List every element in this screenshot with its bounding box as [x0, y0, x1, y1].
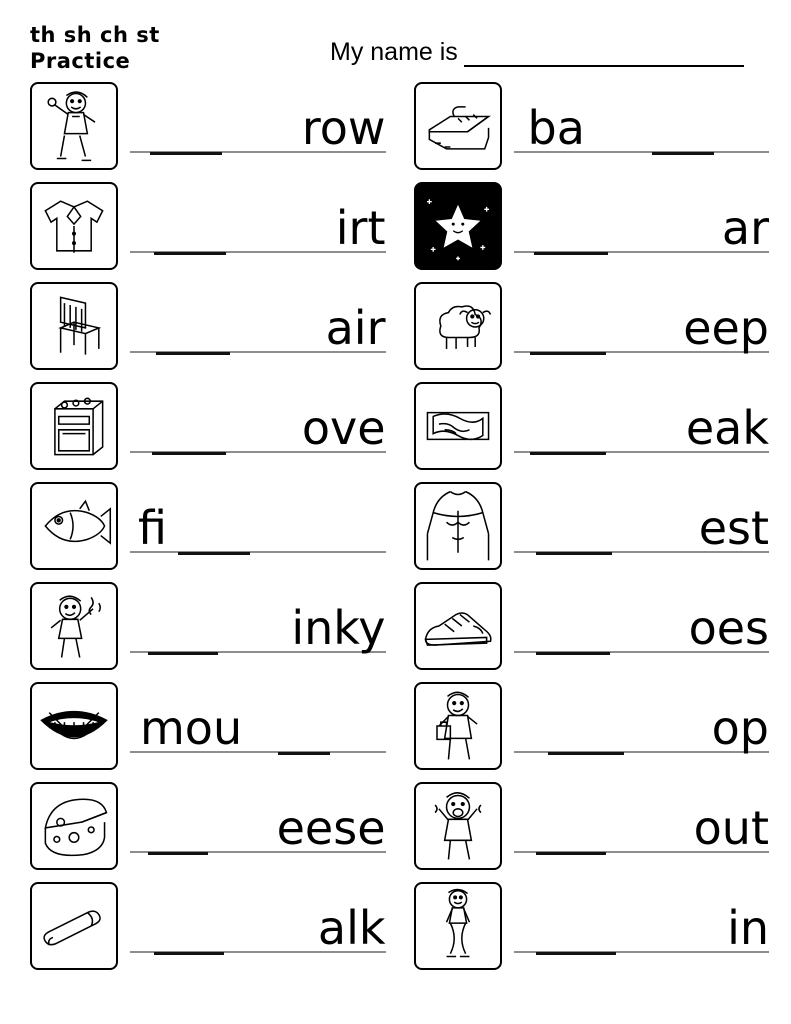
left-column [30, 78, 390, 974]
exercise-row [30, 778, 390, 874]
exercise-row [30, 278, 390, 374]
answer-blank-segment[interactable] [534, 252, 608, 255]
answer-word: air [325, 301, 386, 355]
chin-person-icon [414, 882, 502, 970]
answer-area[interactable] [514, 189, 774, 263]
answer-area[interactable] [130, 389, 390, 463]
answer-word: in [727, 901, 769, 955]
answer-area[interactable] [130, 889, 390, 963]
exercise-row [30, 78, 390, 174]
shirt-icon [30, 182, 118, 270]
answer-area[interactable] [130, 289, 390, 363]
answer-area[interactable] [514, 689, 774, 763]
answer-word: row [301, 101, 386, 155]
answer-word: irt [335, 201, 386, 255]
exercise-row [414, 278, 774, 374]
answer-area[interactable] [130, 89, 390, 163]
answer-blank-segment[interactable] [178, 552, 250, 555]
exercise-row [30, 378, 390, 474]
answer-blank-segment[interactable] [530, 352, 606, 355]
answer-area[interactable] [514, 89, 774, 163]
answer-word: fi [138, 501, 167, 555]
answer-blank-segment[interactable] [148, 852, 208, 855]
chair-icon [30, 282, 118, 370]
answer-area[interactable] [130, 689, 390, 763]
chalk-icon [30, 882, 118, 970]
bathtub-icon [414, 82, 502, 170]
shoe-icon [414, 582, 502, 670]
exercise-row [414, 78, 774, 174]
answer-area[interactable] [514, 489, 774, 563]
answer-word: eak [685, 401, 769, 455]
cheese-icon [30, 782, 118, 870]
answer-blank-segment[interactable] [536, 952, 616, 955]
exercise-row [414, 378, 774, 474]
answer-area[interactable] [130, 789, 390, 863]
answer-area[interactable] [514, 389, 774, 463]
exercise-row [30, 578, 390, 674]
worksheet-header [0, 0, 791, 78]
exercise-row [30, 678, 390, 774]
answer-area[interactable] [514, 789, 774, 863]
answer-blank-segment[interactable] [154, 952, 224, 955]
answer-blank-segment[interactable] [548, 752, 624, 755]
exercise-row [414, 478, 774, 574]
exercise-grid [0, 78, 791, 974]
boy-stinky-icon [30, 582, 118, 670]
chest-body-icon [414, 482, 502, 570]
sheep-icon [414, 282, 502, 370]
exercise-row [414, 678, 774, 774]
mouth-teeth-icon [30, 682, 118, 770]
answer-blank-segment[interactable] [536, 652, 610, 655]
exercise-row [414, 178, 774, 274]
answer-blank-segment[interactable] [152, 452, 226, 455]
name-input-blank[interactable] [464, 41, 744, 67]
page-title-line2: Practice [30, 49, 131, 73]
answer-word: alk [317, 901, 386, 955]
star-night-icon [414, 182, 502, 270]
boy-throwing-icon [30, 82, 118, 170]
exercise-row [414, 578, 774, 674]
answer-blank-segment[interactable] [536, 552, 612, 555]
answer-word: mou [140, 701, 243, 755]
answer-word: op [711, 701, 769, 755]
exercise-row [414, 878, 774, 974]
exercise-row [30, 478, 390, 574]
answer-word: inky [291, 601, 386, 655]
answer-area[interactable] [514, 589, 774, 663]
exercise-row [30, 878, 390, 974]
answer-word: ba [527, 101, 585, 155]
steak-icon [414, 382, 502, 470]
fish-icon [30, 482, 118, 570]
answer-word: oes [688, 601, 769, 655]
exercise-row [30, 178, 390, 274]
answer-word: ar [721, 201, 769, 255]
page-title-line1: th sh ch st [30, 23, 160, 47]
answer-word: est [698, 501, 769, 555]
answer-word: eep [683, 301, 769, 355]
answer-blank-segment[interactable] [536, 852, 606, 855]
answer-area[interactable] [514, 289, 774, 363]
name-label: My name is [330, 38, 458, 66]
answer-word: eese [276, 801, 386, 855]
answer-word: out [693, 801, 769, 855]
answer-word: ove [301, 401, 386, 455]
answer-area[interactable] [130, 589, 390, 663]
answer-blank-segment[interactable] [148, 652, 218, 655]
answer-blank-segment[interactable] [156, 352, 230, 355]
name-field-row [330, 38, 744, 67]
page-title [30, 22, 270, 74]
answer-blank-segment[interactable] [150, 152, 222, 155]
answer-blank-segment[interactable] [530, 452, 606, 455]
answer-blank-segment[interactable] [278, 752, 330, 755]
answer-area[interactable] [130, 489, 390, 563]
boy-shopping-icon [414, 682, 502, 770]
answer-rule [130, 551, 386, 553]
answer-blank-segment[interactable] [652, 152, 714, 155]
right-column [414, 78, 774, 974]
boy-shout-icon [414, 782, 502, 870]
answer-blank-segment[interactable] [154, 252, 226, 255]
stove-icon [30, 382, 118, 470]
answer-area[interactable] [130, 189, 390, 263]
answer-area[interactable] [514, 889, 774, 963]
exercise-row [414, 778, 774, 874]
